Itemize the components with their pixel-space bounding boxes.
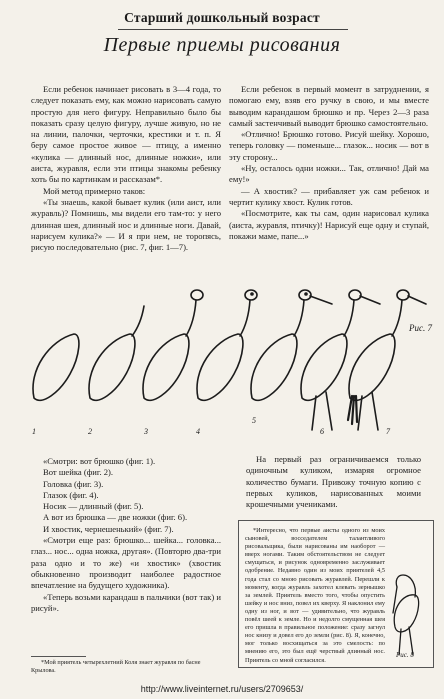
figure-7-caption: Рис. 7 [409, 323, 432, 333]
bird-beak-7 [408, 296, 426, 304]
bird-pecking-drawing [385, 567, 429, 659]
note-paragraph: *Интересно, что первые аисты одного из моих сыновей, восседателем талантливого рисовальщика, были нарисованы им наоборот — вверх ногами. Таким обстоятельством не следует смущаться, и рисунок одновременно заслуживает одобрение. Недавно один из моих приятелей 4,5 года стал со мною рисовать журавлей. Перешли к моменту, когда журавль захотел клевать зернышко за землей. Приятель вместо того, чтобы опустить шейку и нос вниз, повел их кверху. Я наклонил ему одну из ног, и вот — удивительно, что журавль повёл шеей к земле. Но и недолго смущенная шея его пришла в правильное положение: сразу загнул нос книзу и довел его до земли (рис. 8). Я, конечно, мог только восхищаться за это смелость: по мнению его, это был ещё черствый длинный нос. Приятель со мной согласился. [245, 527, 385, 664]
bird-leg-7b [372, 392, 378, 430]
paragraph: Головка (фиг. 3). [43, 478, 104, 489]
footnote [31, 659, 221, 675]
fig-label-6: 6 [320, 427, 324, 436]
fig-label-3: 3 [144, 427, 148, 436]
right-column [229, 84, 429, 242]
paragraph: Мой метод примерно таков: [43, 185, 146, 196]
source-url[interactable]: http://www.liveinternet.ru/users/2709653/ [140, 684, 304, 694]
left-column-2 [31, 456, 221, 614]
paragraph: «Теперь возьми карандаш в пальчики (вот так) и рисуй». [31, 591, 221, 613]
paragraph: «Смотри: вот брюшко (фиг. 1). [43, 456, 156, 466]
bird-body-6 [301, 334, 347, 400]
bird-body-5 [251, 334, 297, 400]
paragraph: Вот шейка (фиг. 2). [43, 467, 114, 478]
sidebar-note [238, 520, 434, 668]
bird-body-3 [143, 334, 189, 400]
bird-neck-4 [240, 300, 250, 336]
paragraph: Глазок (фиг. 4). [43, 489, 99, 500]
bird-leg-7a [358, 396, 362, 430]
bird-body-2 [89, 334, 135, 400]
bird-neck-7 [392, 300, 402, 336]
paragraph: «Ты знаешь, какой бывает кулик (или аист, или журавль)? Помнишь, мы видели его там-то: у него длинная шея, длинный нос и длинные ноги. Давай, нарисуем кулика?» — И я при нем, не торопясь, рисую последовательно (рис. 7, фиг. 1—7). [31, 196, 221, 253]
bird-sequence-svg [20, 278, 430, 438]
right-column-2 [246, 454, 421, 510]
bird-body-7 [349, 334, 395, 400]
chapter-title: Первые приемы рисования [103, 34, 341, 56]
figure-8-caption: Рис. 8 [396, 651, 414, 659]
bird-head-3 [191, 290, 203, 300]
bird-head-7 [397, 290, 409, 300]
paragraph: — А хвостик? — прибавляет уж сам ребенок и чертит кулику хвост. Кулик готов. [229, 185, 429, 207]
paragraph: А вот из брюшка — две ножки (фиг. 6). [43, 512, 188, 523]
bird-head-6 [349, 290, 361, 300]
fig-label-2: 2 [88, 427, 92, 436]
paragraph: «Ну, осталось одни ножки... Так, отлично! Дай ма ему!» [229, 163, 429, 185]
left-column [31, 84, 221, 253]
fig-label-4: 4 [196, 427, 200, 436]
paragraph: И хвостик, чернешенький» (фиг. 7). [43, 523, 174, 534]
bird-leg-6b [326, 392, 332, 430]
bird-beak-6 [360, 296, 380, 304]
paragraph: «Отлично! Брюшко готово. Рисуй шейку. Хорошо, теперь головку — поменьше... глазок... носик — вот в эту сторону... [229, 129, 429, 162]
paragraph: Если ребенок в первый момент в затруднении, я помогаю ему, взяв его ручку в свою, и мы вместе выводим карандашом брюшко и пр. Через 2—3 раза самый застенчивый выводит брюшко самостоятельно. [229, 84, 429, 128]
paragraph: «Посмотрите, как ты сам, один нарисовал кулика (аиста, журавля, птичку)! Нарисуй еще одну и ступай, покажи маме, папе...» [229, 208, 429, 241]
paragraph: Если ребенок начинает рисовать в 3—4 года, то следует показать ему, как можно нарисовать самую простую для него фигуру. Неправильно было бы показать сразу целую фигуру, лучше живую, но не на линии, палочки, черточки, крестики и т. п. Я беру самое простое живое — птицу, а именно «кулика — длинный нос, длинные ножки», или аиста, журавля, если эти птицы знакомы ребенку хоть бы по картинкам и рассказам*. [31, 84, 221, 185]
bird-beak-5 [310, 296, 332, 304]
paragraph: На первый раз ограничиваемся только одиночным куликом, измаряя огромное количество бумаги. Привожу точную копию с первых куликов, нарисованных моими крошечными учениками. [246, 454, 421, 510]
bird-eye-5 [305, 293, 307, 295]
paragraph: «Смотри еще раз: брюшко... шейка... головка... глаз... нос... одна ножка, другая». (Повторю два-три раза одно и то же) «и хвостик» (хвостик обыкновенно производит наиболее радостное впечатление на будущего художника). [31, 535, 221, 591]
bird-leg-6a [312, 396, 316, 430]
footnote-text: *Мой приятель четырехлетний Коля знает журавля по басне Крылова. [31, 659, 201, 674]
bird-neck-2 [132, 306, 144, 336]
bird-body-4 [197, 334, 243, 400]
note-text [245, 527, 385, 665]
bird-drawing-sequence [20, 278, 430, 438]
paragraph: Носик — длинный (фиг. 5). [43, 501, 144, 512]
bird-neck-5 [294, 300, 304, 336]
bird-eye-4 [251, 293, 253, 295]
section-title: Старший дошкольный возраст [124, 10, 320, 25]
title-rule [118, 29, 348, 30]
bird-neck-6 [344, 300, 354, 336]
fig-label-1: 1 [32, 427, 36, 436]
footnote-rule [31, 656, 86, 657]
fig-label-5: 5 [252, 416, 256, 425]
fig-label-7: 7 [386, 427, 390, 436]
bird-neck-3 [186, 300, 196, 336]
bird-body-1 [33, 334, 79, 400]
